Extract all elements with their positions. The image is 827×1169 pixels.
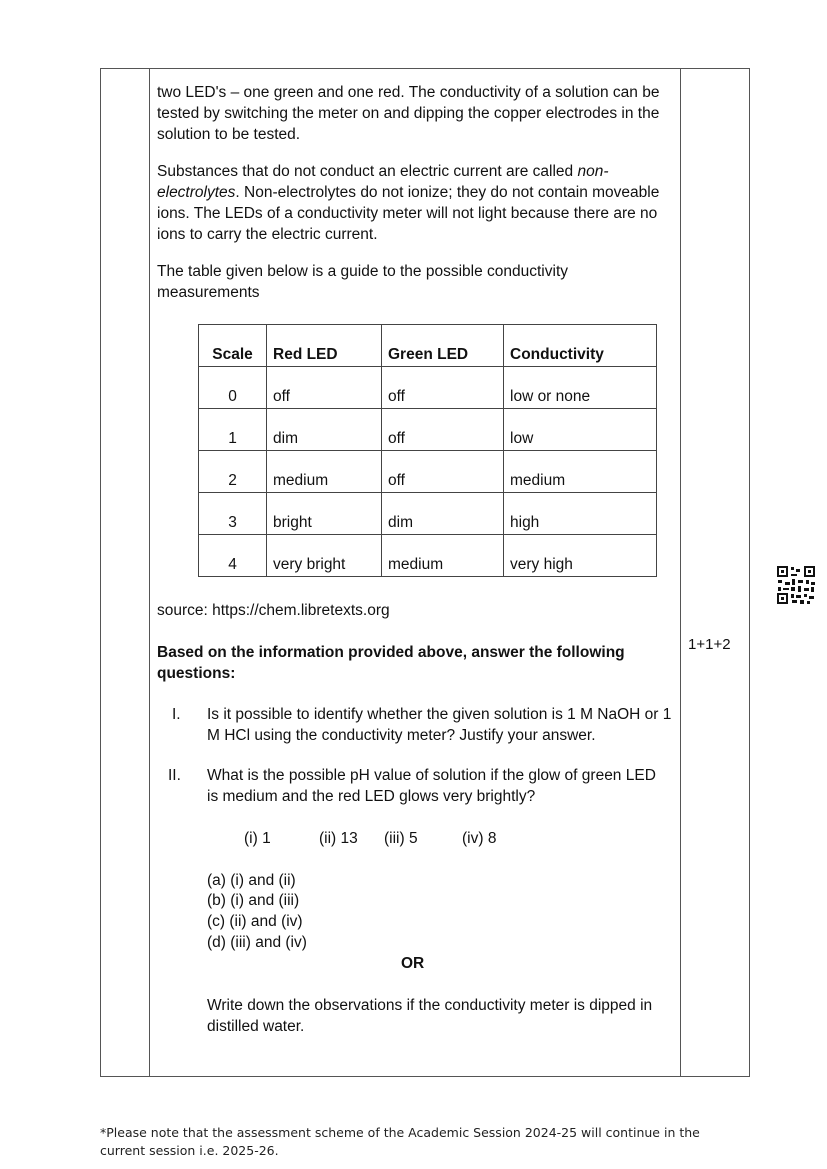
- intro-text: [157, 82, 672, 303]
- table-cell: very high: [504, 535, 657, 577]
- footer-note: *Please note that the assessment scheme of the Academic Session 2024-25 will continue in the current session i.e. 2025-26.: [100, 1125, 700, 1158]
- table-cell: off: [382, 451, 504, 493]
- table-cell: medium: [382, 535, 504, 577]
- table-cell: 3: [199, 493, 267, 535]
- conductivity-table: [198, 324, 657, 577]
- table-cell: 2: [199, 451, 267, 493]
- choice-i: (i) 1: [244, 830, 271, 847]
- column-divider-right: [680, 68, 681, 1077]
- table-row: [199, 409, 657, 451]
- choice-iv: (iv) 8: [462, 830, 497, 847]
- or-separator: OR: [401, 955, 425, 972]
- option-c: (c) (ii) and (iv): [207, 913, 303, 930]
- table-cell: 1: [199, 409, 267, 451]
- question-1-number: I.: [172, 706, 181, 723]
- header-conductivity: Conductivity: [504, 325, 657, 367]
- question-2-number: II.: [168, 767, 181, 784]
- table-cell: off: [267, 367, 382, 409]
- table-cell: off: [382, 367, 504, 409]
- question-1-text: Is it possible to identify whether the given solution is 1 M NaOH or 1 M HCl using the conductivity meter? Justify your answer.: [207, 706, 672, 744]
- table-cell: off: [382, 409, 504, 451]
- intro-paragraph-3: The table given below is a guide to the possible conductivity measurements: [157, 263, 568, 301]
- table-cell: bright: [267, 493, 382, 535]
- table-cell: dim: [382, 493, 504, 535]
- column-divider-left: [149, 68, 150, 1077]
- option-b: (b) (i) and (iii): [207, 892, 300, 909]
- table-row: [199, 367, 657, 409]
- intro-paragraph-2: Substances that do not conduct an electric current are called non-electrolytes. Non-electrolytes do not ionize; they do not contain moveable ions. The LEDs of a conductivity meter will not light because there are no ions to carry the electric current.: [157, 163, 660, 243]
- alternative-question-text: Write down the observations if the conductivity meter is dipped in distilled water.: [207, 997, 653, 1035]
- option-d: (d) (iii) and (iv): [207, 934, 307, 951]
- qr-code-icon: [776, 565, 816, 605]
- header-scale: Scale: [199, 325, 267, 367]
- table-cell: low or none: [504, 367, 657, 409]
- choice-iii: (iii) 5: [384, 830, 418, 847]
- question-2-text: What is the possible pH value of solution if the glow of green LED is medium and the red LED glows very brightly?: [207, 767, 656, 805]
- non-electrolytes-term: non-electrolytes: [157, 163, 609, 201]
- header-green-led: Green LED: [382, 325, 504, 367]
- table-cell: 4: [199, 535, 267, 577]
- table-cell: medium: [267, 451, 382, 493]
- choice-ii: (ii) 13: [319, 830, 358, 847]
- table-cell: high: [504, 493, 657, 535]
- option-a: (a) (i) and (ii): [207, 872, 296, 889]
- table-row: [199, 535, 657, 577]
- marks-allocation: 1+1+2: [688, 636, 731, 653]
- table-row: [199, 451, 657, 493]
- source-citation: source: https://chem.libretexts.org: [157, 602, 390, 619]
- header-red-led: Red LED: [267, 325, 382, 367]
- table-cell: dim: [267, 409, 382, 451]
- table-cell: 0: [199, 367, 267, 409]
- table-header-row: [199, 325, 657, 367]
- table-cell: very bright: [267, 535, 382, 577]
- table-row: [199, 493, 657, 535]
- instruction: Based on the information provided above, answer the following questions:: [157, 644, 625, 682]
- intro-paragraph-1: two LED's – one green and one red. The conductivity of a solution can be tested by switching the meter on and dipping the copper electrodes in the solution to be tested.: [157, 84, 660, 143]
- table-cell: medium: [504, 451, 657, 493]
- table-cell: low: [504, 409, 657, 451]
